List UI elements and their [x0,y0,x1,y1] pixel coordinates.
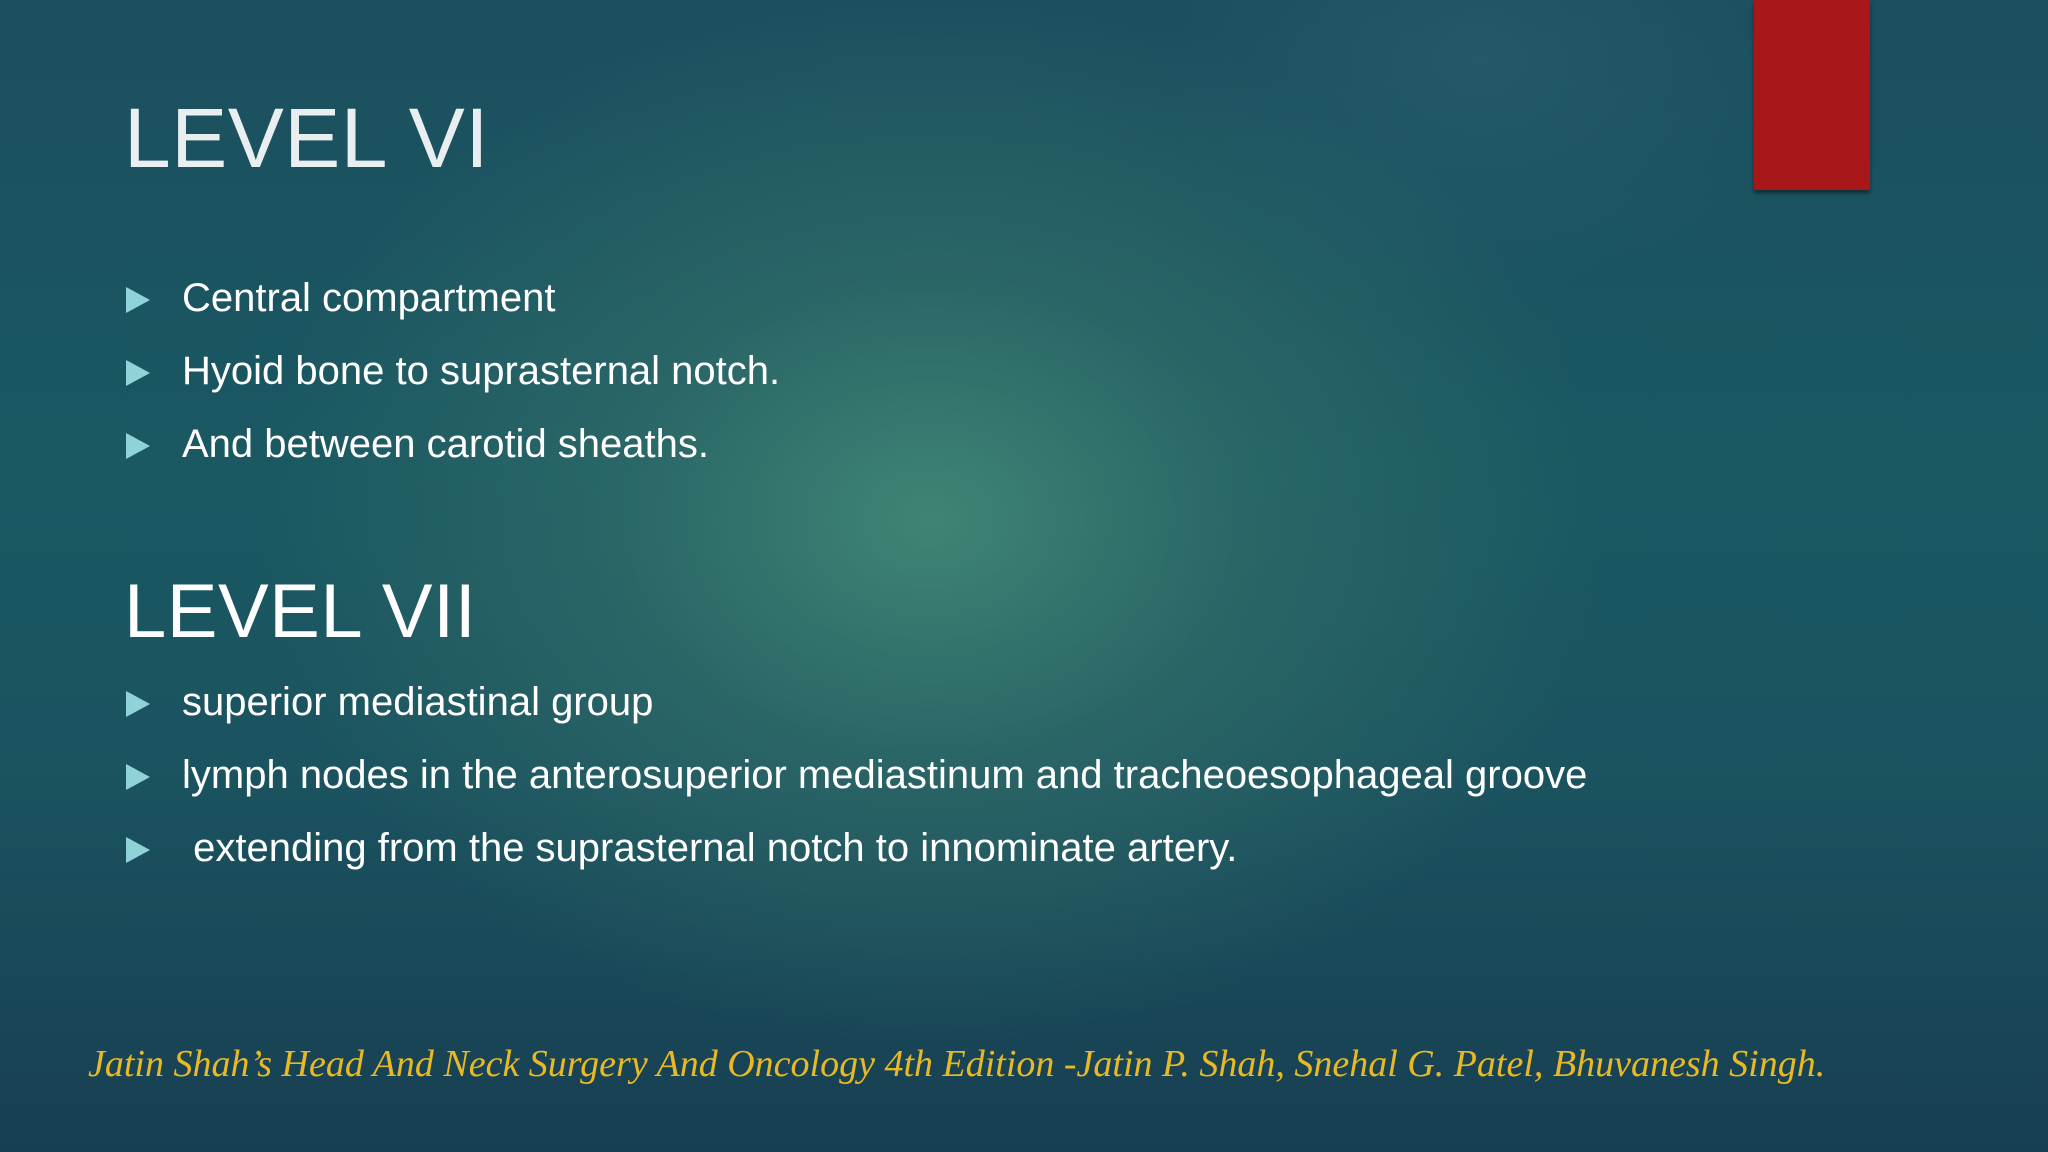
bullet-text: Central compartment [182,276,556,320]
triangle-bullet-icon [126,764,150,790]
bullet-item [124,749,1682,801]
triangle-bullet-icon [126,837,150,863]
bullet-text: And between carotid sheaths. [182,422,710,466]
level-vii-heading: LEVEL VII [124,569,477,654]
bullet-text: extending from the suprasternal notch to innominate artery. [182,826,1238,870]
accent-tab [1754,0,1870,190]
bullet-text: Hyoid bone to suprasternal notch. [182,349,781,393]
bullet-text: lymph nodes in the anterosuperior mediastinum and tracheoesophageal groove [182,753,1588,797]
bullet-item [124,418,1682,470]
triangle-bullet-icon [126,287,150,313]
level-vii-bullet-list [124,676,1682,895]
bullet-text: superior mediastinal group [182,680,654,724]
bullet-item [124,272,1682,324]
triangle-bullet-icon [126,433,150,459]
level-vi-heading: LEVEL VI [124,91,490,185]
triangle-bullet-icon [126,360,150,386]
bullet-item [124,822,1682,874]
level-vi-bullet-list [124,272,1682,491]
bullet-item [124,345,1682,397]
bullet-item [124,676,1682,728]
triangle-bullet-icon [126,691,150,717]
reference-citation: Jatin Shah’s Head And Neck Surgery And Oncology 4th Edition -Jatin P. Shah, Snehal G. Patel, Bhuvanesh Singh. [88,1043,1826,1085]
